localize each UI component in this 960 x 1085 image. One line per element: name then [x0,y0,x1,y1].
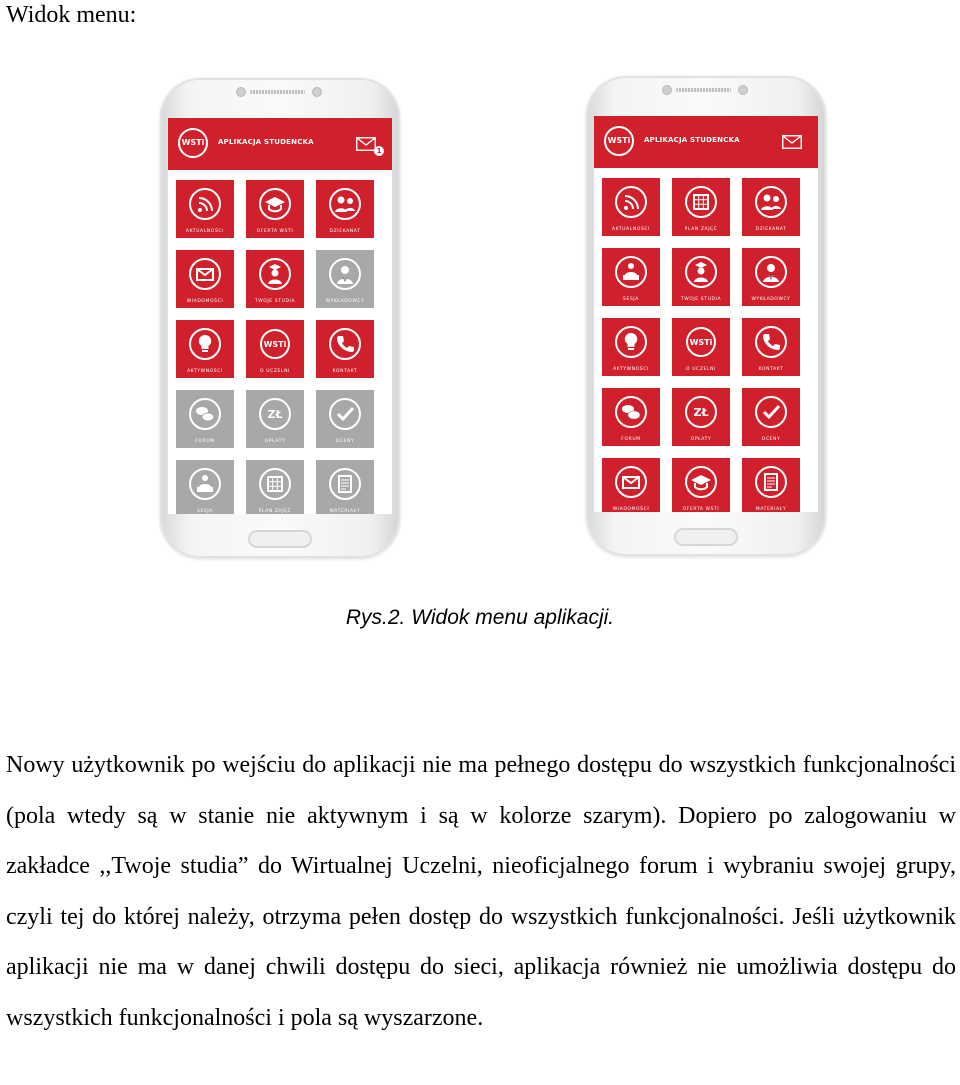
menu-tile-zl-currency[interactable] [246,390,304,448]
app-title: APLIKACJA STUDENCKA [218,138,314,146]
menu-tile-checkmark[interactable] [742,388,800,446]
menu-tile-label: AKTYWNOŚCI [613,367,649,372]
sensor-dot [662,85,672,95]
menu-tile-label: AKTYWNOŚCI [187,369,223,374]
menu-tile-envelope[interactable] [176,250,234,308]
svg-text:ZŁ: ZŁ [693,406,709,419]
menu-tile-label: WYKŁADOWCY [751,297,791,302]
zl-currency-icon [258,397,292,431]
menu-tile-chat-bubbles[interactable] [602,388,660,446]
menu-tile-wsti-logo[interactable] [672,318,730,376]
zl-currency-icon [684,395,718,429]
menu-tile-label: WYKŁADOWCY [325,299,365,304]
menu-tile-label: MATERIAŁY [329,509,361,514]
body-paragraph [6,740,956,1043]
checkmark-icon [754,395,788,429]
student-icon [684,255,718,289]
wsti-logo-icon [684,325,718,359]
document-icon [328,467,362,501]
menu-tile-student[interactable] [246,250,304,308]
camera-dot [312,87,322,97]
menu-tile-exam[interactable] [176,460,234,514]
menu-tile-users[interactable] [742,178,800,236]
menu-tile-users[interactable] [316,180,374,238]
speaker-grille [250,90,305,94]
menu-tile-label: KONTAKT [332,369,358,374]
paragraph-text: Nowy użytkownik po wejściu do aplikacji nie ma pełnego dostępu do wszystkich funkcjonalności (pola wtedy są w stanie nie aktywnym i są w kolorze szarym). Dopiero po zalogowaniu w zakładce ,,Twoje studia” do Wirtualnej Uczelni, nieoficjalnego forum i wybraniu swojej grupy, czyli tej do której należy, otrzyma pełen dostęp do wszystkich funkcjonalności. Jeśli użytkownik aplikacji nie ma w danej chwili dostępu do sieci, aplikacja również nie umożliwia dostępu do wszystkich funkcjonalności i pola są wyszarzone. [6,752,956,1031]
menu-tile-label: FORUM [621,437,641,442]
app-title: APLIKACJA STUDENCKA [644,136,740,144]
users-icon [328,187,362,221]
menu-tile-label: SESJA [623,297,639,302]
svg-text:WSTi: WSTi [689,338,713,347]
envelope-icon [188,257,222,291]
menu-tile-label: TWOJE STUDIA [680,297,722,302]
notification-badge: 1 [374,146,384,156]
users-icon [754,185,788,219]
section-heading: Widok menu: [6,2,137,28]
student-icon [258,257,292,291]
menu-tile-label: OPŁATY [690,437,712,442]
app-screen-left [168,118,392,514]
figure-caption: Rys.2. Widok menu aplikacji. [345,606,615,629]
menu-tile-label: O UCZELNI [686,367,716,372]
app-screen-right [594,116,818,512]
svg-text:ZŁ: ZŁ [267,408,283,421]
home-button [674,528,738,546]
menu-tile-label: O UCZELNI [260,369,290,374]
menu-tile-checkmark[interactable] [316,390,374,448]
menu-tile-graduation-cap[interactable] [672,458,730,512]
lightbulb-icon [614,325,648,359]
envelope-icon[interactable] [782,135,802,149]
menu-tile-document[interactable] [742,458,800,512]
graduation-cap-icon [684,465,718,499]
app-header [594,116,818,168]
menu-tile-calendar-grid[interactable] [246,460,304,514]
chat-bubbles-icon [188,397,222,431]
app-header [168,118,392,170]
camera-dot [738,85,748,95]
speaker-grille [676,88,731,92]
menu-tile-document[interactable] [316,460,374,514]
chat-bubbles-icon [614,395,648,429]
menu-tile-zl-currency[interactable] [672,388,730,446]
lecturer-icon [754,255,788,289]
wsti-logo[interactable]: WSTi [604,126,634,156]
phone-icon [328,327,362,361]
lightbulb-icon [188,327,222,361]
menu-tile-calendar-grid[interactable] [672,178,730,236]
phone-icon [754,325,788,359]
menu-tile-label: FORUM [195,439,215,444]
menu-tile-label: KONTAKT [758,367,784,372]
menu-tile-label: OFERTA WSTI [682,507,720,512]
menu-tile-lecturer[interactable] [742,248,800,306]
menu-tile-phone[interactable] [316,320,374,378]
menu-tile-label: OCENY [335,439,355,444]
menu-tile-label: WIADOMOŚCI [612,507,650,512]
home-button [248,530,312,548]
menu-tile-label: DZIEKANAT [329,229,361,234]
envelope-icon [614,465,648,499]
exam-icon [614,255,648,289]
calendar-grid-icon [684,185,718,219]
menu-tile-lightbulb[interactable] [602,318,660,376]
calendar-grid-icon [258,467,292,501]
menu-tile-label: AKTUALNOŚCI [611,227,651,232]
checkmark-icon [328,397,362,431]
menu-tile-label: OFERTA WSTI [256,229,294,234]
menu-tile-lecturer[interactable] [316,250,374,308]
menu-tile-graduation-cap[interactable] [246,180,304,238]
exam-icon [188,467,222,501]
menu-tile-rss[interactable] [602,178,660,236]
menu-tile-wsti-logo[interactable] [246,320,304,378]
menu-tile-label: MATERIAŁY [755,507,787,512]
sensor-dot [236,87,246,97]
phone-mockup-left [160,78,400,558]
menu-tile-lightbulb[interactable] [176,320,234,378]
menu-tile-label: AKTUALNOŚCI [185,229,225,234]
menu-tile-chat-bubbles[interactable] [176,390,234,448]
menu-tile-label: WIADOMOŚCI [186,299,224,304]
menu-tile-label: OPŁATY [264,439,286,444]
svg-text:WSTi: WSTi [263,340,287,349]
menu-tile-rss[interactable] [176,180,234,238]
menu-tile-student[interactable] [672,248,730,306]
menu-tile-label: TWOJE STUDIA [254,299,296,304]
menu-tile-label: PLAN ZAJĘĆ [684,227,718,232]
wsti-logo[interactable]: WSTi [178,128,208,158]
rss-icon [614,185,648,219]
menu-tile-label: PLAN ZAJĘĆ [258,509,292,514]
menu-tile-phone[interactable] [742,318,800,376]
document-icon [754,465,788,499]
menu-tile-label: DZIEKANAT [755,227,787,232]
menu-tile-label: SESJA [197,509,213,514]
graduation-cap-icon [258,187,292,221]
phone-mockup-right [586,76,826,556]
menu-tile-envelope[interactable] [602,458,660,512]
envelope-icon[interactable] [356,137,376,151]
rss-icon [188,187,222,221]
menu-tile-label: OCENY [761,437,781,442]
lecturer-icon [328,257,362,291]
wsti-logo-icon [258,327,292,361]
menu-tile-exam[interactable] [602,248,660,306]
